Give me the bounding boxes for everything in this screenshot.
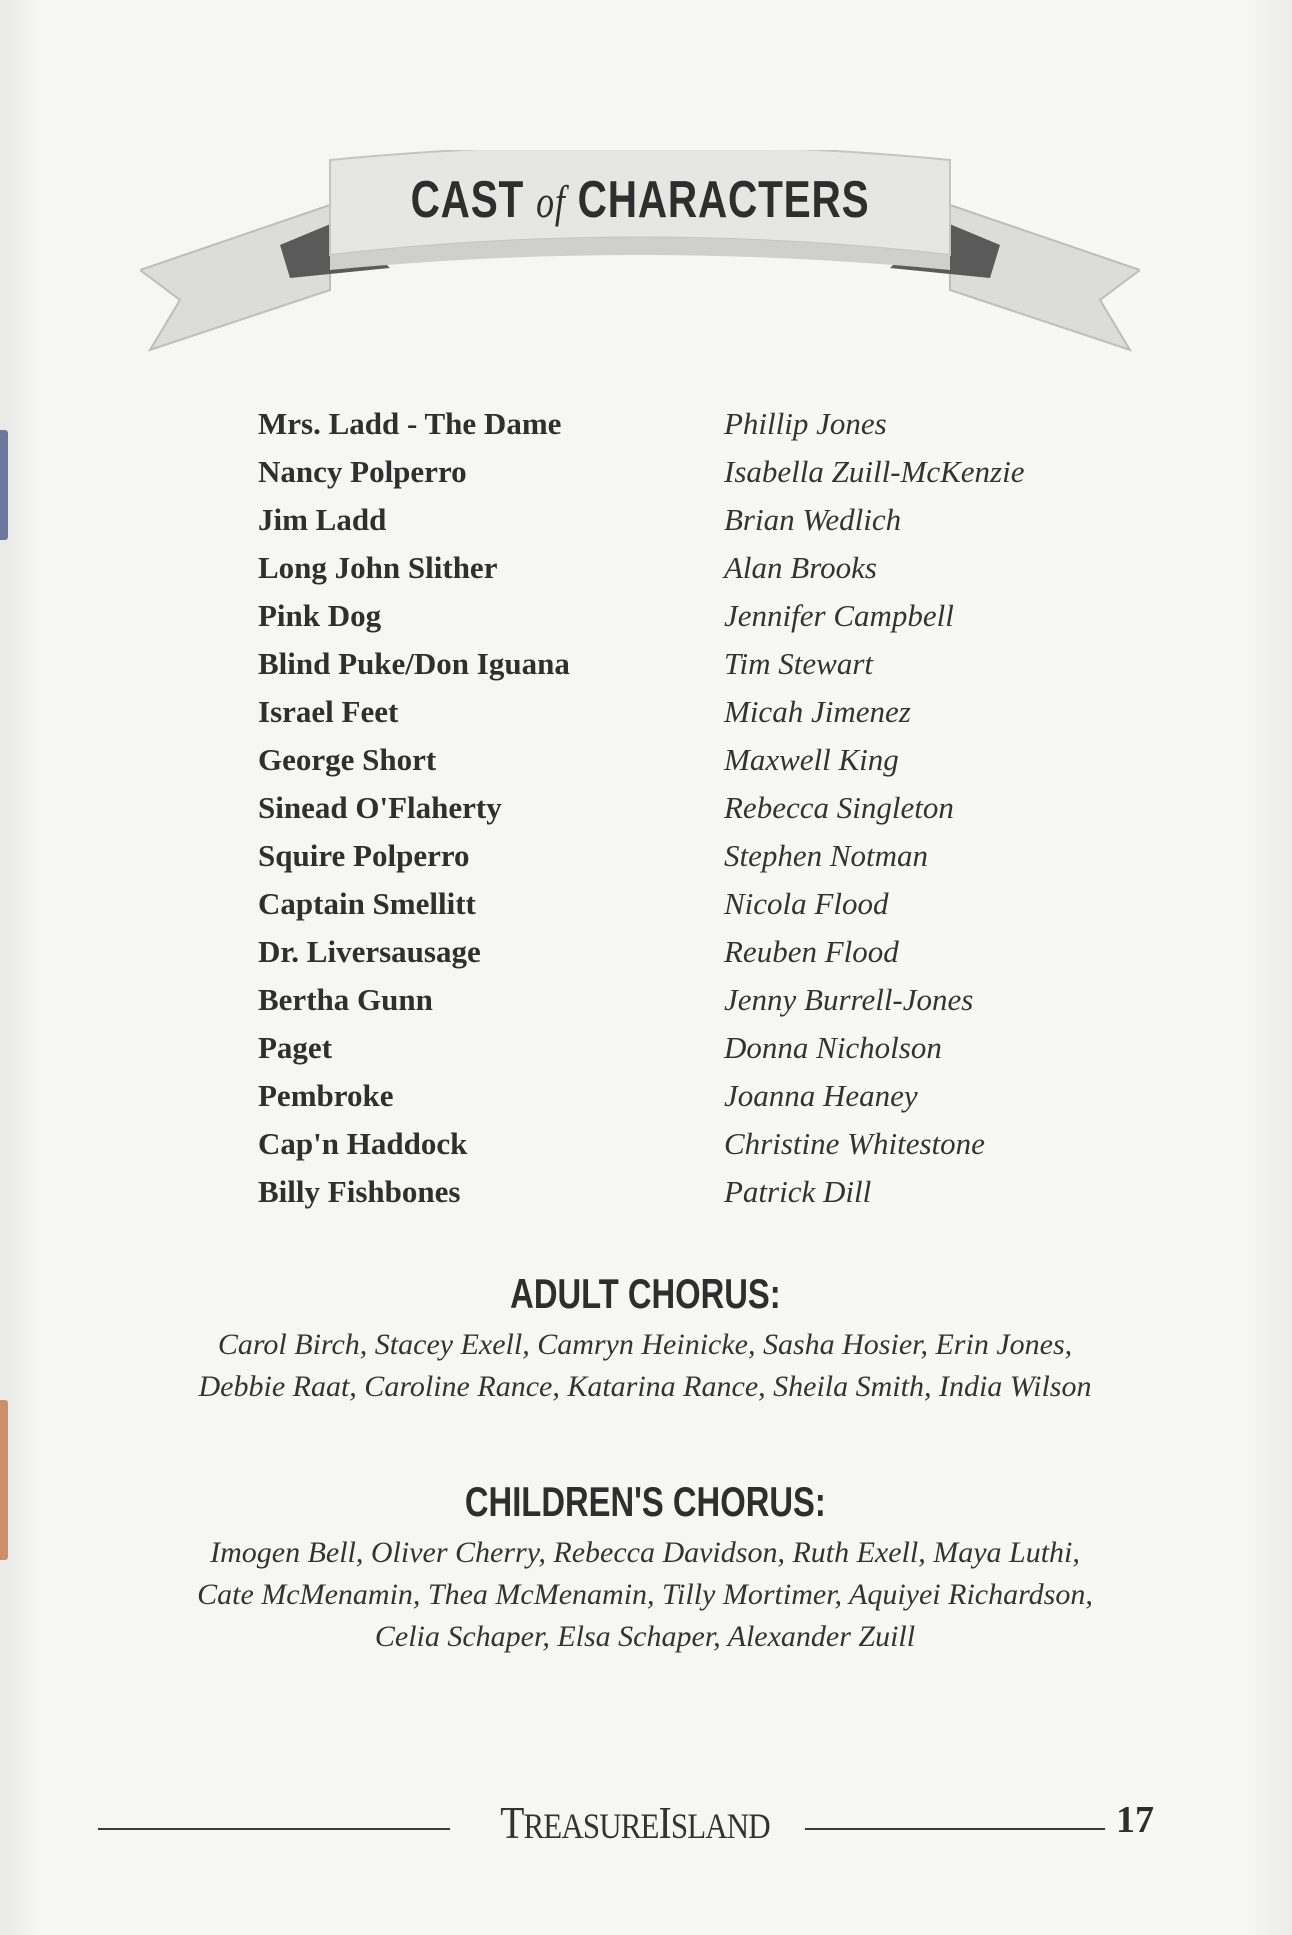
page-edge-tab	[0, 430, 8, 540]
footer-title-part: REASURE	[523, 1806, 659, 1846]
footer-title-part: I	[658, 1797, 671, 1848]
cast-role: Squire Polperro	[258, 838, 470, 873]
chorus-line: Debbie Raat, Caroline Rance, Katarina Rance, Sheila Smith, India Wilson	[198, 1370, 1092, 1403]
cast-actor: Jennifer Campbell	[724, 598, 954, 633]
page-edge-tab	[0, 1400, 8, 1560]
chorus-line: Carol Birch, Stacey Exell, Camryn Heinicke, Sasha Hosier, Erin Jones,	[217, 1328, 1073, 1361]
cast-role: Paget	[258, 1030, 333, 1065]
footer-title-part: SLAND	[670, 1806, 770, 1846]
cast-actor: Christine Whitestone	[724, 1126, 985, 1161]
cast-role: Blind Puke/Don Iguana	[258, 646, 570, 681]
adult-chorus-section	[80, 1270, 1210, 1408]
cast-actor: Isabella Zuill-McKenzie	[724, 454, 1025, 489]
cast-actor: Micah Jimenez	[724, 694, 911, 729]
cast-actor: Tim Stewart	[724, 646, 874, 681]
cast-actor: Patrick Dill	[724, 1174, 872, 1209]
cast-row	[258, 832, 1098, 880]
cast-row	[258, 448, 1098, 496]
footer-rule-right	[805, 1828, 1105, 1830]
cast-row	[258, 688, 1098, 736]
footer-show-title	[493, 1796, 777, 1849]
page-title	[250, 170, 1030, 230]
cast-actor: Reuben Flood	[724, 934, 899, 969]
cast-actor: Alan Brooks	[724, 550, 877, 585]
title-part: CAST	[410, 171, 537, 229]
cast-row	[258, 544, 1098, 592]
cast-role: Dr. Liversausage	[258, 934, 481, 969]
cast-role: George Short	[258, 742, 437, 777]
cast-row	[258, 1072, 1098, 1120]
cast-role: Mrs. Ladd - The Dame	[258, 406, 562, 441]
cast-actor: Donna Nicholson	[724, 1030, 942, 1065]
cast-role: Pink Dog	[258, 598, 382, 633]
cast-actor: Brian Wedlich	[724, 502, 902, 537]
cast-role: Nancy Polperro	[258, 454, 467, 489]
cast-role: Jim Ladd	[258, 502, 387, 537]
cast-row	[258, 736, 1098, 784]
cast-role: Israel Feet	[258, 694, 399, 729]
footer-title-part: T	[500, 1797, 524, 1848]
cast-role: Cap'n Haddock	[258, 1126, 468, 1161]
cast-actor: Maxwell King	[724, 742, 899, 777]
cast-role: Captain Smellitt	[258, 886, 476, 921]
cast-role: Pembroke	[258, 1078, 394, 1113]
children-chorus-section	[80, 1478, 1210, 1658]
chorus-line: Celia Schaper, Elsa Schaper, Alexander Zuill	[374, 1620, 916, 1653]
section-heading: CHILDREN'S CHORUS:	[464, 1478, 826, 1525]
section-heading: ADULT CHORUS:	[509, 1270, 781, 1317]
cast-role: Long John Slither	[258, 550, 498, 585]
cast-actor: Rebecca Singleton	[724, 790, 954, 825]
cast-row	[258, 1168, 1098, 1216]
cast-row	[258, 640, 1098, 688]
page-number: 17	[1116, 1799, 1154, 1841]
cast-row	[258, 784, 1098, 832]
cast-actor: Stephen Notman	[724, 838, 929, 873]
title-part: of	[536, 176, 566, 227]
cast-row	[258, 592, 1098, 640]
chorus-names	[80, 1532, 1210, 1658]
cast-actor: Phillip Jones	[724, 406, 887, 441]
cast-row	[258, 1120, 1098, 1168]
cast-role: Billy Fishbones	[258, 1174, 461, 1209]
title-part: CHARACTERS	[565, 171, 870, 229]
cast-row	[258, 400, 1098, 448]
cast-row	[258, 976, 1098, 1024]
chorus-line: Imogen Bell, Oliver Cherry, Rebecca Davidson, Ruth Exell, Maya Luthi,	[210, 1536, 1080, 1569]
chorus-line: Cate McMenamin, Thea McMenamin, Tilly Mortimer, Aquiyei Richardson,	[197, 1578, 1093, 1611]
cast-row	[258, 496, 1098, 544]
cast-row	[258, 880, 1098, 928]
chorus-names	[80, 1324, 1210, 1408]
cast-list	[258, 400, 1098, 1216]
cast-role: Sinead O'Flaherty	[258, 790, 502, 825]
cast-actor: Jenny Burrell-Jones	[724, 982, 974, 1017]
footer-rule-left	[98, 1828, 450, 1830]
cast-role: Bertha Gunn	[258, 982, 433, 1017]
cast-row	[258, 928, 1098, 976]
cast-actor: Nicola Flood	[724, 886, 889, 921]
cast-row	[258, 1024, 1098, 1072]
cast-actor: Joanna Heaney	[724, 1078, 918, 1113]
